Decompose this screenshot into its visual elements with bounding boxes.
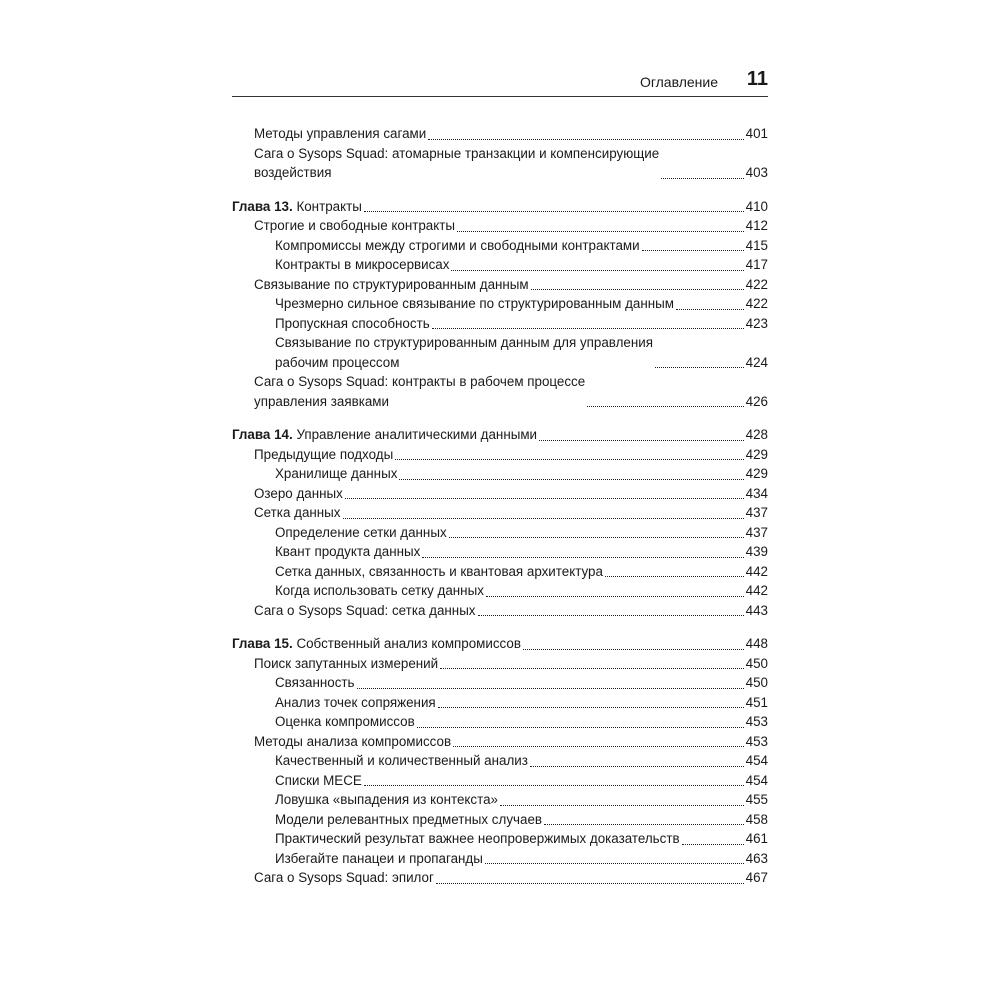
dot-leader <box>457 231 744 232</box>
toc-entry-page: 442 <box>745 563 768 579</box>
toc-entry-title: Сага о Sysops Squad: контракты в рабочем процессе управления заявками <box>254 374 586 409</box>
toc-entry[interactable] <box>232 693 768 713</box>
toc-entry-page: 412 <box>745 218 768 233</box>
toc-entry-page: 442 <box>745 583 768 598</box>
toc-entry-title: Сага о Sysops Squad: атомарные транзакции и компенсирующие воздействия <box>254 145 660 180</box>
dot-leader <box>587 406 743 407</box>
toc-entry-title: Строгие и свободные контракты <box>254 218 456 233</box>
toc-entry-title: Списки MECE <box>275 772 362 788</box>
toc-entry-page: 422 <box>745 276 768 292</box>
dot-leader <box>642 250 744 251</box>
toc-entry[interactable] <box>232 523 768 543</box>
toc-entry-title: Связывание по структурированным данным для управления рабочим процессом <box>275 335 653 370</box>
dot-leader <box>417 727 744 728</box>
dot-leader <box>676 309 744 310</box>
toc-entry-title: Озеро данных <box>254 485 343 501</box>
toc-entry[interactable] <box>232 464 768 484</box>
toc-entry[interactable] <box>232 372 768 411</box>
running-head-title: Оглавление <box>639 74 718 90</box>
dot-leader <box>539 440 744 441</box>
toc-entry[interactable] <box>232 601 768 621</box>
dot-leader <box>364 211 744 212</box>
dot-leader <box>343 518 744 519</box>
toc-entry[interactable] <box>232 216 768 236</box>
page-header <box>232 70 768 97</box>
toc-entry-page: 454 <box>745 772 768 788</box>
toc-entry-title: Сага о Sysops Squad: сетка данных <box>254 602 476 618</box>
toc-entry-title: Практический результат важнее неопровержимых доказательств <box>275 831 680 846</box>
toc-entry[interactable] <box>232 771 768 791</box>
toc-chapter-entry[interactable] <box>232 634 768 654</box>
toc-entry-page: 410 <box>745 198 768 214</box>
toc-entry-page: 463 <box>745 850 768 866</box>
dot-leader <box>478 615 744 616</box>
toc-chapter-entry[interactable] <box>232 197 768 217</box>
toc-entry-page: 429 <box>745 466 768 481</box>
toc-entry-title: Ловушка «выпадения из контекста» <box>275 792 499 807</box>
toc-entry[interactable] <box>232 294 768 314</box>
chapter-spacer <box>232 183 768 197</box>
chapter-label: Глава 13. <box>232 198 293 214</box>
toc-entry-title: Определение сетки данных <box>275 524 447 540</box>
toc-entry-page: 428 <box>745 427 768 442</box>
toc-entry-page: 434 <box>745 485 768 501</box>
toc-entry-page: 455 <box>745 792 768 807</box>
toc-entry-title: Сага о Sysops Squad: эпилог <box>254 870 434 885</box>
toc-entry[interactable] <box>232 751 768 771</box>
toc-entry-page: 453 <box>745 733 768 749</box>
toc-entry-page: 451 <box>745 694 768 710</box>
toc-entry[interactable] <box>232 275 768 295</box>
toc-entry-title: Компромиссы между строгими и свободными контрактами <box>275 237 640 253</box>
toc-entry-title: Глава 13. Контракты <box>232 198 362 214</box>
dot-leader <box>605 576 744 577</box>
dot-leader <box>432 328 744 329</box>
toc-entry-title: Связывание по структурированным данным <box>254 276 529 292</box>
toc-entry-page: 437 <box>745 524 768 540</box>
toc-entry-title: Чрезмерно сильное связывание по структурированным данным <box>275 296 674 311</box>
toc-entry[interactable] <box>232 562 768 582</box>
toc-entry[interactable] <box>232 236 768 256</box>
chapter-spacer <box>232 620 768 634</box>
toc-entry-page: 403 <box>745 165 768 180</box>
toc-entry[interactable] <box>232 829 768 849</box>
dot-leader <box>682 844 744 845</box>
toc-entry-page: 423 <box>745 315 768 331</box>
dot-leader <box>531 289 744 290</box>
toc-entry[interactable] <box>232 581 768 601</box>
dot-leader <box>661 178 743 179</box>
dot-leader <box>449 537 744 538</box>
toc-entry[interactable] <box>232 810 768 830</box>
chapter-label: Глава 14. <box>232 427 293 442</box>
dot-leader <box>544 824 744 825</box>
toc-chapter-entry[interactable] <box>232 425 768 445</box>
toc-entry-title: Хранилище данных <box>275 466 398 481</box>
dot-leader <box>486 596 744 597</box>
toc-entry-page: 439 <box>745 544 768 559</box>
toc-entry-page: 426 <box>745 393 768 409</box>
dot-leader <box>530 766 744 767</box>
toc-entry[interactable] <box>232 333 768 372</box>
toc-entry-title: Связанность <box>275 675 355 690</box>
toc-entry-title: Методы анализа компромиссов <box>254 733 452 749</box>
toc-entry[interactable] <box>232 542 768 562</box>
toc-entry-title: Предыдущие подходы <box>254 446 394 462</box>
toc-entry-page: 448 <box>745 636 768 651</box>
toc-entry[interactable] <box>232 445 768 465</box>
toc-entry-title: Сетка данных, связанность и квантовая архитектура <box>275 563 603 579</box>
toc-entry-title: Глава 14. Управление аналитическими данными <box>232 427 538 442</box>
chapter-spacer <box>232 411 768 425</box>
dot-leader <box>345 498 744 499</box>
toc-entry[interactable] <box>232 144 768 183</box>
toc-entry-title: Контракты в микросервисах <box>275 257 450 272</box>
toc-entry-title: Модели релевантных предметных случаев <box>275 811 543 827</box>
dot-leader <box>655 367 744 368</box>
toc-entry[interactable] <box>232 849 768 869</box>
dot-leader <box>395 459 743 460</box>
toc-entry[interactable] <box>232 314 768 334</box>
toc-entry[interactable] <box>232 484 768 504</box>
toc-entry-page: 424 <box>745 354 768 370</box>
toc-entry-title: Методы управления сагами <box>254 126 427 141</box>
toc-entry[interactable] <box>232 673 768 693</box>
dot-leader <box>422 557 743 558</box>
toc-entry-title: Сетка данных <box>254 505 341 520</box>
toc-entry-page: 415 <box>745 237 768 253</box>
toc-entry[interactable] <box>232 790 768 810</box>
toc-entry-page: 458 <box>745 811 768 827</box>
toc-entry-title: Глава 15. Собственный анализ компромиссов <box>232 636 521 651</box>
dot-leader <box>399 479 743 480</box>
dot-leader <box>523 649 744 650</box>
toc-entry-title: Качественный и количественный анализ <box>275 753 528 768</box>
toc-entry-page: 453 <box>745 714 768 729</box>
chapter-label: Глава 15. <box>232 636 293 651</box>
toc-entry[interactable] <box>232 124 768 144</box>
toc-entry-title: Анализ точек сопряжения <box>275 694 436 710</box>
page-number: 11 <box>746 68 768 90</box>
toc-entry-page: 450 <box>745 655 768 671</box>
toc-entry-page: 401 <box>745 126 768 141</box>
dot-leader <box>357 688 744 689</box>
toc-entry-page: 450 <box>745 675 768 690</box>
toc-entry-page: 461 <box>745 831 768 846</box>
toc-entry-page: 417 <box>745 257 768 272</box>
toc-entry-title: Поиск запутанных измерений <box>254 655 439 671</box>
dot-leader <box>440 668 744 669</box>
toc-entry[interactable] <box>232 732 768 752</box>
toc-entry[interactable] <box>232 503 768 523</box>
toc-entry-title: Оценка компромиссов <box>275 714 415 729</box>
toc-entry-page: 467 <box>745 870 768 885</box>
toc-entry[interactable] <box>232 654 768 674</box>
toc-entry-title: Квант продукта данных <box>275 544 421 559</box>
toc-entry-title: Пропускная способность <box>275 315 430 331</box>
dot-leader <box>436 883 744 884</box>
dot-leader <box>453 746 744 747</box>
toc-entry[interactable] <box>232 712 768 732</box>
toc-entry[interactable] <box>232 255 768 275</box>
dot-leader <box>438 707 744 708</box>
toc-entry-page: 422 <box>745 296 768 311</box>
toc-entry-page: 454 <box>745 753 768 768</box>
dot-leader <box>428 139 743 140</box>
dot-leader <box>451 270 743 271</box>
toc-entry-page: 443 <box>745 602 768 618</box>
table-of-contents <box>232 124 768 888</box>
toc-entry[interactable] <box>232 868 768 888</box>
toc-entry-page: 437 <box>745 505 768 520</box>
toc-entry-page: 429 <box>745 446 768 462</box>
toc-entry-title: Когда использовать сетку данных <box>275 583 484 598</box>
toc-entry-title: Избегайте панацеи и пропаганды <box>275 850 483 866</box>
dot-leader <box>485 863 744 864</box>
dot-leader <box>500 805 744 806</box>
dot-leader <box>364 785 744 786</box>
